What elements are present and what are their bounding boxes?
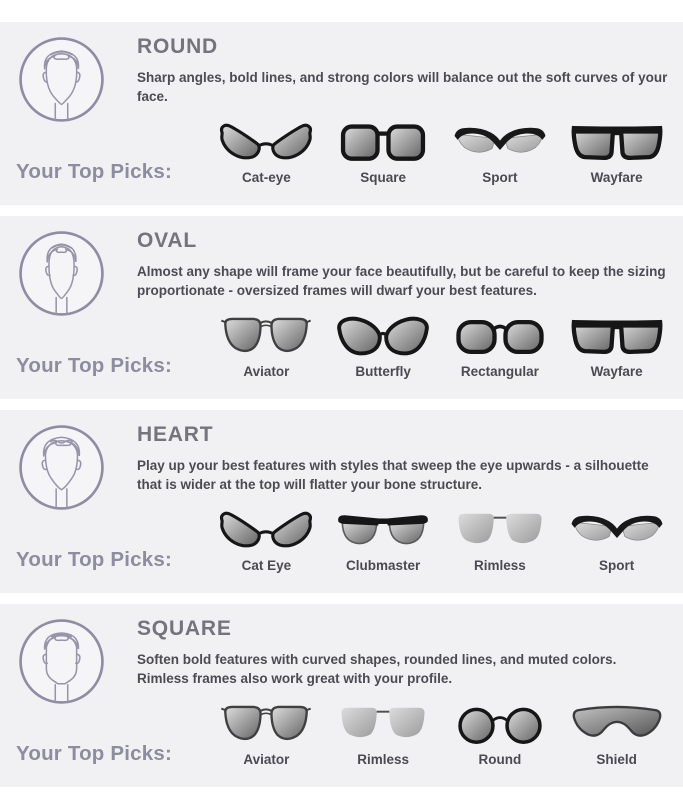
rectangular-glasses-icon [453, 316, 547, 358]
section-description: Play up your best features with styles that sweep the eye upwards - a silhouette that is wider at the top will flatter your bone structure. [137, 458, 649, 493]
sunglasses-pick [208, 704, 325, 767]
pick-label: Rectangular [460, 364, 539, 379]
sunglasses-pick [442, 510, 559, 573]
sunglasses-pick [558, 510, 675, 573]
pick-label: Wayfare [590, 364, 643, 379]
pick-label: Sport [599, 558, 635, 573]
pick-label: Clubmaster [345, 558, 421, 573]
square-face-icon [17, 617, 106, 706]
aviator-glasses-icon [219, 704, 313, 746]
sections [0, 22, 683, 787]
butterfly-glasses-icon [336, 316, 430, 358]
picks-row [16, 510, 675, 573]
rimless-glasses-icon [336, 704, 430, 746]
sunglasses-pick [208, 316, 325, 379]
top-picks-label: Your Top Picks: [16, 160, 173, 183]
sunglasses-pick [208, 510, 325, 573]
pick-label: Wayfare [590, 170, 643, 185]
sunglasses-pick [325, 510, 442, 573]
round-glasses-icon [453, 704, 547, 746]
sunglasses-pick [442, 704, 559, 767]
heart-face-icon [17, 423, 106, 512]
pick-label: Round [478, 752, 522, 767]
top-picks-label: Your Top Picks: [16, 354, 173, 377]
cat-eye-glasses-icon [219, 122, 313, 164]
pick-label: Rimless [357, 752, 410, 767]
top-picks-label: Your Top Picks: [16, 742, 173, 765]
section-title: ROUND [137, 35, 218, 58]
sunglasses-pick [558, 704, 675, 767]
rimless-glasses-icon [453, 510, 547, 552]
cat-eye-glasses-icon [219, 510, 313, 552]
section-title: SQUARE [137, 617, 232, 640]
aviator-glasses-icon [219, 316, 313, 358]
face-shape-section-oval [0, 216, 683, 399]
clubmaster-glasses-icon [336, 510, 430, 552]
wayfare-glasses-icon [570, 122, 664, 164]
picks-row [16, 122, 675, 185]
picks-row [16, 316, 675, 379]
section-title: HEART [137, 423, 214, 446]
wayfare-glasses-icon [570, 316, 664, 358]
face-shape-section-heart [0, 410, 683, 593]
sunglasses-pick [325, 122, 442, 185]
round-face-icon [17, 35, 106, 124]
sunglasses-pick [558, 316, 675, 379]
sunglasses-pick [325, 316, 442, 379]
sunglasses-pick [325, 704, 442, 767]
sunglasses-pick [558, 122, 675, 185]
face-shape-section-round [0, 22, 683, 205]
oval-face-icon [17, 229, 106, 318]
section-content [137, 35, 669, 106]
top-picks-label: Your Top Picks: [16, 548, 173, 571]
square-glasses-icon [336, 122, 430, 164]
pick-label: Aviator [243, 364, 290, 379]
sport-glasses-icon [570, 510, 664, 552]
sunglasses-pick [442, 122, 559, 185]
sunglasses-pick [442, 316, 559, 379]
sport-glasses-icon [453, 122, 547, 164]
pick-label: Square [360, 170, 407, 185]
pick-label: Cat Eye [241, 558, 292, 573]
pick-label: Rimless [473, 558, 526, 573]
section-content [137, 617, 669, 688]
picks-row [16, 704, 675, 767]
pick-label: Shield [596, 752, 637, 767]
pick-label: Aviator [243, 752, 290, 767]
section-description: Soften bold features with curved shapes, rounded lines, and muted colors. Rimless frames also work great with your profile. [137, 652, 617, 687]
sunglasses-pick [208, 122, 325, 185]
shield-glasses-icon [570, 704, 664, 746]
pick-label: Sport [482, 170, 518, 185]
pick-label: Butterfly [355, 364, 411, 379]
section-description: Sharp angles, bold lines, and strong colors will balance out the soft curves of your face. [137, 70, 668, 105]
section-content [137, 229, 669, 300]
section-content [137, 423, 669, 494]
section-title: OVAL [137, 229, 197, 252]
face-shape-section-square [0, 604, 683, 787]
section-description: Almost any shape will frame your face beautifully, but be careful to keep the sizing proportionate - oversized frames will dwarf your best features. [137, 264, 666, 299]
pick-label: Cat-eye [241, 170, 291, 185]
